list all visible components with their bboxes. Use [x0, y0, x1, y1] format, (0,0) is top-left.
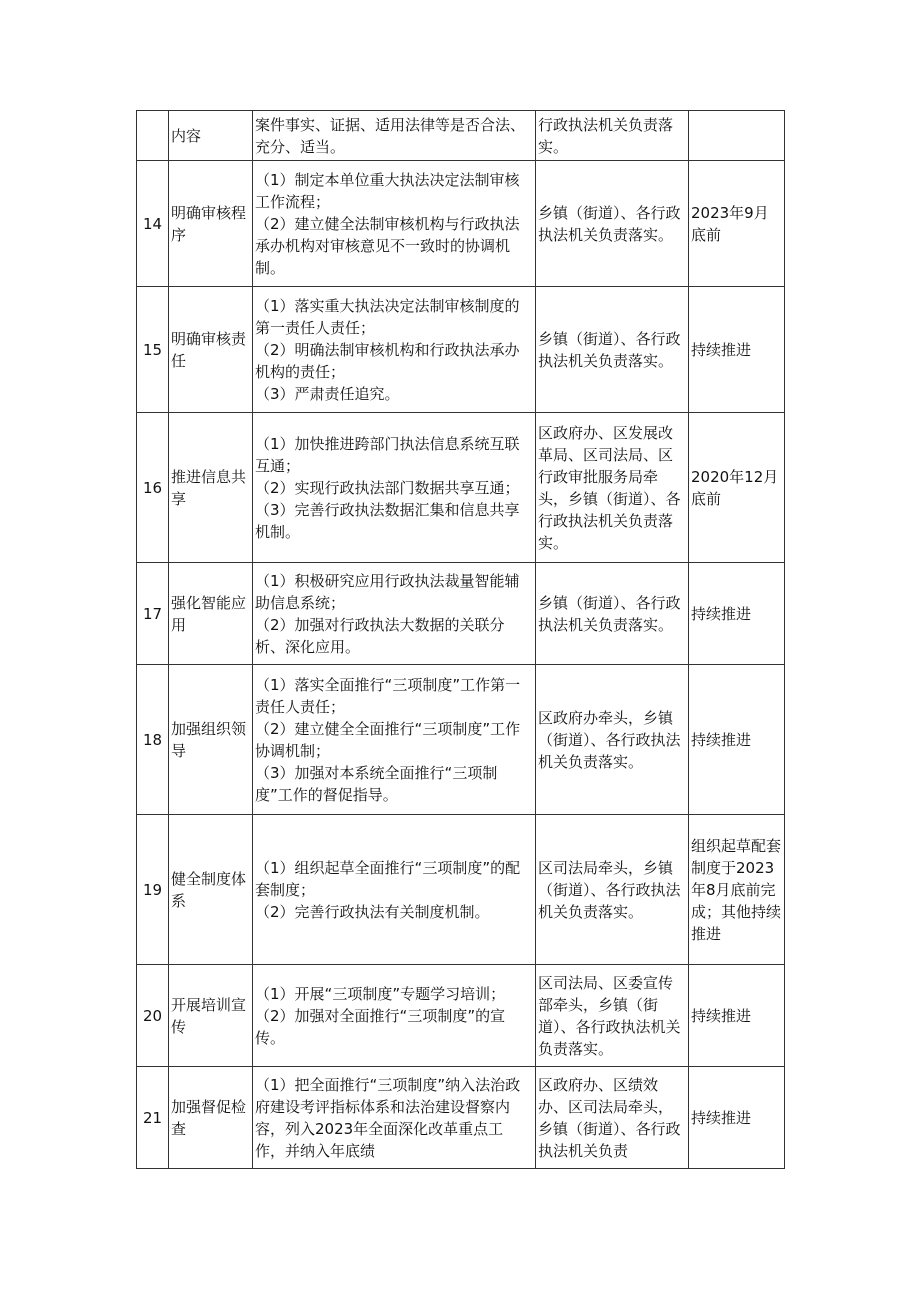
row-number: 15: [137, 287, 169, 413]
table-body: [137, 111, 785, 1169]
task-content: [253, 815, 536, 965]
deadline: 2020年12月底前: [689, 413, 785, 563]
content-line: （1）积极研究应用行政执法裁量智能辅助信息系统；: [255, 571, 520, 612]
task-content: [253, 161, 536, 287]
row-number: 18: [137, 665, 169, 815]
content-line: （1）组织起草全面推行“三项制度”的配套制度；: [255, 858, 521, 899]
table-row: [137, 413, 785, 563]
task-title: 健全制度体系: [169, 815, 253, 965]
task-content: [253, 287, 536, 413]
deadline: 组织起草配套制度于2023年8月底前完成；其他持续推进: [689, 815, 785, 965]
task-content: [253, 665, 536, 815]
responsible-department: 区司法局牵头，乡镇（街道）、各行政执法机关负责落实。: [536, 815, 689, 965]
task-content: [253, 111, 536, 161]
responsible-department: 行政执法机关负责落实。: [536, 111, 689, 161]
task-content: [253, 413, 536, 563]
row-number: 16: [137, 413, 169, 563]
deadline: 持续推进: [689, 1067, 785, 1169]
content-line: （2）建立健全法制审核机构与行政执法承办机构对审核意见不一致时的协调机制。: [255, 214, 520, 277]
row-number: 21: [137, 1067, 169, 1169]
responsible-department: 区司法局、区委宣传部牵头，乡镇（街道）、各行政执法机关负责落实。: [536, 965, 689, 1067]
deadline: 持续推进: [689, 965, 785, 1067]
content-line: （1）把全面推行“三项制度”纳入法治政府建设考评指标体系和法治建设督察内容，列入2023年全面深化改革重点工作，并纳入年底绩: [255, 1075, 521, 1160]
responsible-department: 区政府办、区绩效办、区司法局牵头，乡镇（街道）、各行政执法机关负责: [536, 1067, 689, 1169]
task-title: 明确审核程序: [169, 161, 253, 287]
task-content: [253, 1067, 536, 1169]
row-number: 14: [137, 161, 169, 287]
table-row: [137, 1067, 785, 1169]
task-content: [253, 965, 536, 1067]
task-content: [253, 563, 536, 665]
content-line: （2）完善行政执法有关制度机制。: [255, 902, 490, 921]
deadline: 持续推进: [689, 563, 785, 665]
content-line: （3）完善行政执法数据汇集和信息共享机制。: [255, 500, 520, 541]
content-line: （2）建立健全全面推行“三项制度”工作协调机制；: [255, 719, 521, 760]
row-number: 19: [137, 815, 169, 965]
task-title: 推进信息共享: [169, 413, 253, 563]
deadline: 持续推进: [689, 287, 785, 413]
task-title: 加强督促检查: [169, 1067, 253, 1169]
table-row: [137, 965, 785, 1067]
content-line: （2）明确法制审核机构和行政执法承办机构的责任；: [255, 340, 520, 381]
document-table: [136, 110, 785, 1169]
deadline: 持续推进: [689, 665, 785, 815]
table-row: [137, 563, 785, 665]
content-line: （3）加强对本系统全面推行“三项制度”工作的督促指导。: [255, 763, 498, 804]
row-number: 20: [137, 965, 169, 1067]
responsible-department: 乡镇（街道）、各行政执法机关负责落实。: [536, 563, 689, 665]
content-line: （1）落实全面推行“三项制度”工作第一责任人责任；: [255, 675, 521, 716]
task-title: 明确审核责任: [169, 287, 253, 413]
content-line: 案件事实、证据、适用法律等是否合法、充分、适当。: [255, 115, 526, 156]
table-row: [137, 665, 785, 815]
responsible-department: 区政府办、区发展改革局、区司法局、区行政审批服务局牵头，乡镇（街道）、各行政执法机关负责落实。: [536, 413, 689, 563]
content-line: （1）加快推进跨部门执法信息系统互联互通；: [255, 434, 520, 475]
content-line: （1）开展“三项制度”专题学习培训；: [255, 984, 506, 1003]
content-line: （2）实现行政执法部门数据共享互通；: [255, 478, 520, 497]
responsible-department: 乡镇（街道）、各行政执法机关负责落实。: [536, 161, 689, 287]
table-row: [137, 111, 785, 161]
content-line: （3）严肃责任追究。: [255, 384, 400, 403]
deadline: 2023年9月底前: [689, 161, 785, 287]
table-row: [137, 287, 785, 413]
task-title: 内容: [169, 111, 253, 161]
row-number: 17: [137, 563, 169, 665]
responsible-department: 乡镇（街道）、各行政执法机关负责落实。: [536, 287, 689, 413]
deadline: [689, 111, 785, 161]
table-row: [137, 815, 785, 965]
content-line: （2）加强对行政执法大数据的关联分析、深化应用。: [255, 615, 505, 656]
content-line: （1）制定本单位重大执法决定法制审核工作流程；: [255, 170, 520, 211]
task-title: 强化智能应用: [169, 563, 253, 665]
row-number: [137, 111, 169, 161]
task-title: 开展培训宣传: [169, 965, 253, 1067]
task-title: 加强组织领导: [169, 665, 253, 815]
table-row: [137, 161, 785, 287]
responsible-department: 区政府办牵头，乡镇（街道）、各行政执法机关负责落实。: [536, 665, 689, 815]
content-line: （2）加强对全面推行“三项制度”的宣传。: [255, 1006, 506, 1047]
content-line: （1）落实重大执法决定法制审核制度的第一责任人责任；: [255, 296, 520, 337]
